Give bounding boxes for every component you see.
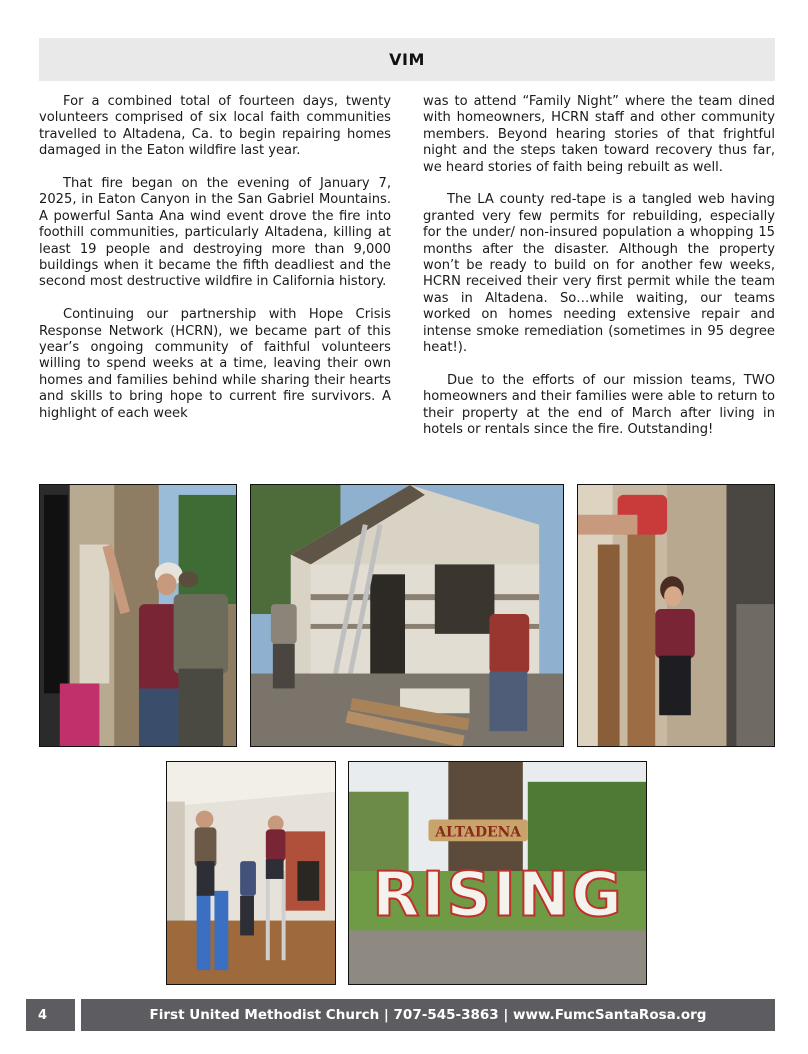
photo-house-crew-image	[251, 485, 563, 746]
page-number-box	[26, 999, 75, 1031]
article-column-left	[39, 94, 391, 438]
photo-window-repair	[39, 484, 237, 747]
article-paragraph: That fire began on the evening of January 7, 2025, in Eaton Canyon in the San Gabriel Mountains. A powerful Santa Ana wind event drove the fire into foothill communities, particularly Altadena, killing at least 19 people and destroying more than 9,000 buildings when it became the fifth deadliest and the second most destructive wildfire in California history.	[39, 176, 391, 290]
article-paragraph: Due to the efforts of our mission teams, TWO homeowners and their families were able to return to their property at the end of March after living in hotels or rentals since the fire. Outstanding!	[423, 372, 775, 438]
article-paragraph: For a combined total of fourteen days, twenty volunteers comprised of six local faith communities travelled to Altadena, Ca. to begin repairing homes damaged in the Eaton wildfire last year.	[39, 94, 391, 159]
photo-ceiling-work	[166, 761, 336, 985]
footer-bar	[81, 999, 775, 1031]
sign-main-text: RISING	[372, 858, 624, 931]
photo-house-crew	[250, 484, 564, 747]
article-paragraph: Continuing our partnership with Hope Crisis Response Network (HCRN), we became part of this year’s ongoing community of faithful volunteers willing to spend weeks at a time, leaving their own homes and families behind while sharing their hearts and skills to bring hope to current fire survivors. A highlight of each week	[39, 307, 391, 421]
section-header	[39, 38, 775, 81]
footer-text: First United Methodist Church | 707-545-3863 | www.FumcSantaRosa.org	[149, 1007, 707, 1023]
article-paragraph: The LA county red-tape is a tangled web having granted very few permits for rebuilding, especially for the under/ non-insured population a whopping 15 months after the disaster. Although the property won’t be ready to build on for another few weeks, HCRN received their very first permit while the team was in Altadena. So…while waiting, our teams worked on homes needing extensive repair and intense smoke remediation (sometimes in 95 degree heat!).	[423, 192, 775, 356]
article-column-right	[423, 94, 775, 455]
photo-altadena-rising-sign	[348, 761, 647, 985]
photo-altadena-rising-sign-image	[349, 762, 646, 984]
page-number: 4	[38, 1007, 48, 1023]
photo-interior-framing-image	[578, 485, 774, 746]
section-title: VIM	[389, 50, 425, 69]
article-paragraph: was to attend “Family Night” where the team dined with homeowners, HCRN staff and other community members. Beyond hearing stories of that frightful night and the steps taken toward recovery thus far, we heard stories of faith being rebuilt as well.	[423, 94, 775, 175]
photo-ceiling-work-image	[167, 762, 335, 984]
photo-window-repair-image	[40, 485, 236, 746]
sign-top-text: ALTADENA	[435, 824, 522, 841]
photo-interior-framing	[577, 484, 775, 747]
